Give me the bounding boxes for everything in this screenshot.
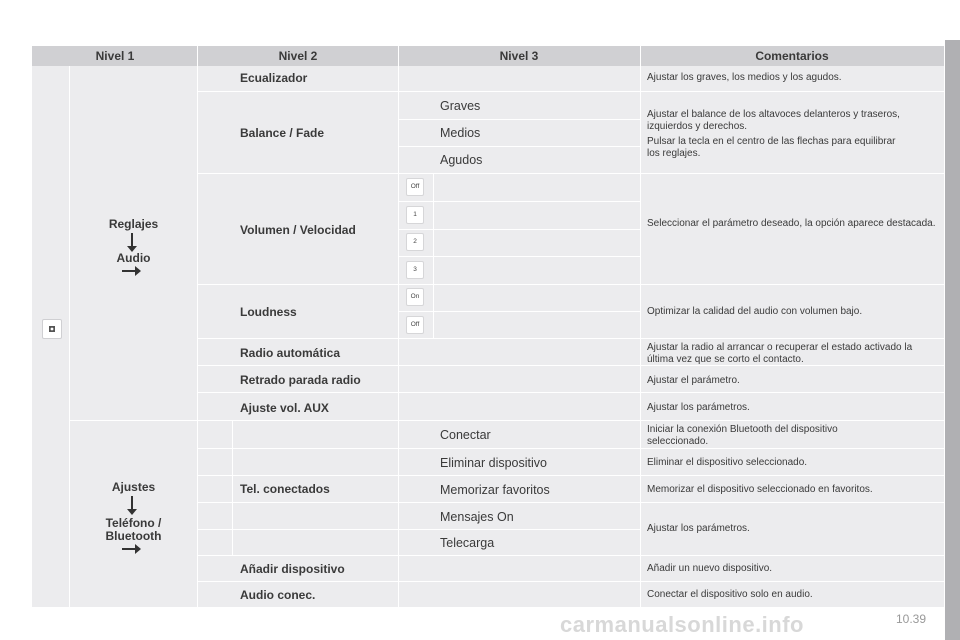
divider [198, 365, 944, 366]
divider [232, 420, 233, 555]
arrow-right-icon [122, 548, 136, 550]
group-label-reglajes: Reglajes [108, 217, 159, 231]
comment-anadir: Añadir un nuevo dispositivo. [647, 563, 773, 574]
l2-loudness: Loudness [240, 305, 297, 319]
comment-aux: Ajustar los parámetros. [647, 402, 750, 413]
l3-memorizar: Memorizar favoritos [440, 483, 550, 497]
comment-balance-2: Pulsar la tecla en el centro de las flechas para equilibrar los reglajes. [647, 136, 896, 159]
settings-icon-svg [43, 320, 61, 338]
divider [198, 338, 944, 339]
arrow-down-icon [131, 496, 133, 510]
comment-retrado: Ajustar el parámetro. [647, 375, 740, 386]
arrow-right-icon [122, 270, 136, 272]
side-tab [945, 40, 960, 640]
comment-eliminar: Eliminar el dispositivo seleccionado. [647, 457, 808, 468]
comment-audioconec: Conectar el dispositivo solo en audio. [647, 589, 813, 600]
group-label-audio: Audio [116, 251, 151, 265]
option-badge-off: Off [406, 316, 424, 334]
l3-medios: Medios [440, 126, 481, 140]
divider [198, 529, 640, 530]
comment-loudness: Optimizar la calidad del audio con volumen bajo. [647, 306, 863, 317]
divider [398, 229, 640, 230]
comment-memorizar: Memorizar el dispositivo seleccionado en favoritos. [647, 484, 873, 495]
option-badge-2: 2 [406, 233, 424, 251]
l2-ecualizador: Ecualizador [240, 71, 308, 85]
l3-conectar: Conectar [440, 428, 491, 442]
arrow-down-icon [131, 233, 133, 247]
group-label-telefono: Teléfono / [105, 516, 162, 530]
header-comentarios: Comentarios [755, 49, 829, 63]
l2-retrado: Retrado parada radio [240, 373, 361, 387]
header-nivel3: Nivel 3 [499, 49, 539, 63]
divider [198, 581, 944, 582]
l2-tel: Tel. conectados [240, 482, 330, 496]
option-badge-1: 1 [406, 206, 424, 224]
l3-agudos: Agudos [440, 153, 483, 167]
divider [640, 46, 641, 607]
divider [398, 146, 640, 147]
l2-anadir: Añadir dispositivo [240, 562, 345, 576]
l2-aux: Ajuste vol. AUX [240, 401, 329, 415]
comment-conectar: Iniciar la conexión Bluetooth del dispositivo seleccionado. [647, 424, 838, 447]
group-label-ajustes: Ajustes [111, 480, 156, 494]
page-number: 10.39 [896, 612, 927, 626]
divider [398, 256, 640, 257]
divider [198, 284, 944, 285]
header-nivel1: Nivel 1 [95, 49, 135, 63]
l3-eliminar: Eliminar dispositivo [440, 456, 547, 470]
comment-balance-1: Ajustar el balance de los altavoces delanteros y traseros, izquierdos y derechos. [647, 109, 900, 132]
comment-params: Ajustar los parámetros. [647, 523, 750, 534]
divider [198, 475, 944, 476]
watermark: carmanualsonline.info [560, 612, 804, 637]
option-badge-on: On [406, 288, 424, 306]
divider [398, 46, 399, 607]
divider [398, 311, 640, 312]
l2-audioconec: Audio conec. [240, 588, 316, 602]
divider [198, 392, 944, 393]
l3-mensajes: Mensajes On [440, 510, 514, 524]
divider [198, 91, 944, 92]
divider [198, 173, 944, 174]
option-badge-3: 3 [406, 261, 424, 279]
divider [398, 201, 640, 202]
l3-graves: Graves [440, 99, 481, 113]
settings-icon [42, 319, 62, 339]
l2-volumen: Volumen / Velocidad [240, 223, 356, 237]
l3-telecarga: Telecarga [440, 536, 495, 550]
divider [198, 502, 944, 503]
option-badge-off: Off [406, 178, 424, 196]
comment-ecualizador: Ajustar los graves, los medios y los agudos. [647, 72, 842, 83]
l2-radio: Radio automática [240, 346, 341, 360]
comment-volumen: Seleccionar el parámetro deseado, la opción aparece destacada. [647, 218, 936, 229]
divider [70, 420, 944, 421]
divider [197, 46, 198, 607]
divider [198, 555, 944, 556]
l2-balance: Balance / Fade [240, 126, 325, 140]
comment-radio: Ajustar la radio al arrancar o recuperar el estado activado la última vez que se corto el contacto. [647, 342, 913, 365]
divider [198, 448, 944, 449]
group-label-bluetooth: Bluetooth [105, 529, 162, 543]
divider [398, 119, 640, 120]
header-nivel2: Nivel 2 [278, 49, 318, 63]
